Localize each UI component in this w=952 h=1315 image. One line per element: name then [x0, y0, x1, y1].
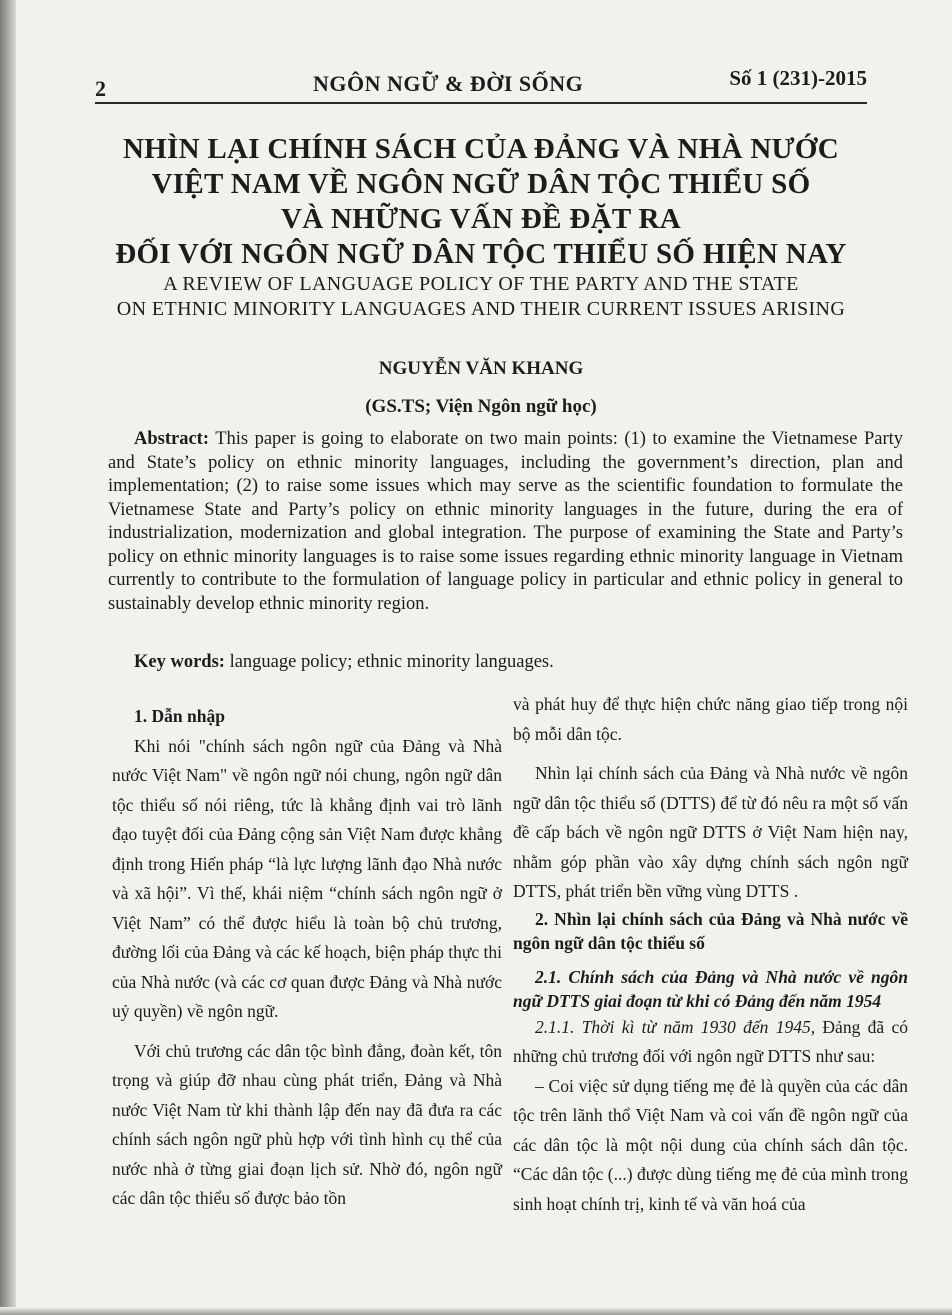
right-column	[513, 690, 908, 1219]
running-header	[95, 62, 867, 104]
keywords	[108, 651, 903, 675]
paragraph: Khi nói "chính sách ngôn ngữ của Đảng và Nhà nước Việt Nam" về ngôn ngữ nói chung, ngôn ngữ dân tộc thiểu số nói riêng, tức là khẳng định vai trò lãnh đạo tuyệt đối của Đảng cộng sản Việt Nam được khẳng định trong Hiến pháp “là lực lượng lãnh đạo Nhà nước và xã hội”. Vì thế, khái niệm “chính sách ngôn ngữ ở Việt Nam” có thể được hiểu là toàn bộ chủ trương, đường lối của Đảng và các kế hoạch, biện pháp thực thi của Nhà nước (và các cơ quan được Đảng và Nhà nước uỷ quyền) về ngôn ngữ.	[112, 735, 502, 1021]
article-title	[95, 132, 867, 322]
abstract	[108, 428, 903, 616]
section-heading-2: 2. Nhìn lại chính sách của Đảng và Nhà nước về ngôn ngữ dân tộc thiểu số	[513, 908, 908, 953]
paragraph: Nhìn lại chính sách của Đảng và Nhà nước về ngôn ngữ dân tộc thiểu số (DTTS) để từ đó nêu ra một số vấn đề cấp bách về ngôn ngữ DTTS ở Việt Nam hiện nay, nhằm góp phần vào xây dựng chính sách ngôn ngữ DTTS, phát triển bền vững vùng DTTS .	[513, 763, 908, 901]
subsubsection-label: 2.1.1. Thời kì từ năm 1930 đến 1945,	[535, 1016, 816, 1037]
subsubsection-2-1-1	[513, 1013, 908, 1072]
keywords-text: language policy; ethnic minority languages.	[229, 652, 554, 672]
bullet-paragraph: – Coi việc sử dụng tiếng mẹ đẻ là quyền của các dân tộc trên lãnh thổ Việt Nam và coi vấn đề ngôn ngữ của các dân tộc là một nội dung của chính sách dân tộc. “Các dân tộc (...) được dùng tiếng mẹ đẻ của mình trong sinh hoạt chính trị, kinh tế và văn hoá của	[513, 1075, 908, 1214]
title-vi-line-2: VIỆT NAM VỀ NGÔN NGỮ DÂN TỘC THIỂU SỐ	[151, 168, 811, 200]
title-vi-line-4: ĐỐI VỚI NGÔN NGỮ DÂN TỘC THIỂU SỐ HIỆN NAY	[115, 238, 847, 270]
journal-name: NGÔN NGỮ & ĐỜI SỐNG	[313, 71, 584, 96]
paragraph-continued: và phát huy để thực hiện chức năng giao tiếp trong nội bộ mỗi dân tộc.	[513, 694, 908, 744]
title-en-line-1: A REVIEW OF LANGUAGE POLICY OF THE PARTY AND THE STATE	[163, 273, 799, 295]
subsubsection-text: Đảng đã có những chủ trương đối với ngôn ngữ DTTS như sau:	[513, 1016, 908, 1066]
title-vi-line-1: NHÌN LẠI CHÍNH SÁCH CỦA ĐẢNG VÀ NHÀ NƯỚC	[122, 133, 840, 165]
issue-number: Số 1 (231)-2015	[729, 66, 867, 90]
author-name: NGUYỄN VĂN KHANG	[378, 358, 584, 379]
subsection-heading-2-1: 2.1. Chính sách của Đảng và Nhà nước về ngôn ngữ DTTS giai đoạn từ khi có Đảng đến năm 1954	[513, 966, 908, 1011]
keywords-label: Key words:	[134, 652, 225, 672]
abstract-label: Abstract:	[134, 429, 210, 449]
abstract-text: This paper is going to elaborate on two main points: (1) to examine the Vietnamese Party and State’s policy on ethnic minority languages, including the government’s direction, plan and implementation; (2) to raise some issues which may serve as the scientific foundation to formulate the Vietnamese State and Party’s policy on ethnic minority languages in the future, during the era of industrialization, modernization and global integration. The purpose of examining the State and Party’s policy on ethnic minority languages is to raise some issues regarding ethnic minority language in Vietnam currently to contribute to the formulation of language policy in particular and ethnic policy in general to sustainably develop ethnic minority region.	[108, 429, 903, 614]
left-column	[112, 702, 502, 1214]
title-en-line-2: ON ETHNIC MINORITY LANGUAGES AND THEIR CURRENT ISSUES ARISING	[116, 298, 846, 320]
page-number: 2	[95, 76, 106, 101]
title-vi-line-3: VÀ NHỮNG VẤN ĐỀ ĐẶT RA	[281, 203, 681, 235]
section-heading-intro: 1. Dẫn nhập	[134, 706, 225, 726]
author-affiliation: (GS.TS; Viện Ngôn ngữ học)	[365, 396, 597, 417]
paragraph: Với chủ trương các dân tộc bình đẳng, đoàn kết, tôn trọng và giúp đỡ nhau cùng phát triển, Đảng và Nhà nước Việt Nam từ khi thành lập đến nay đã đưa ra các chính sách ngôn ngữ phù hợp với tình hình cụ thể của nước nhà ở từng giai đoạn lịch sử. Nhờ đó, ngôn ngữ các dân tộc thiểu số được bảo tồn	[112, 1040, 502, 1208]
